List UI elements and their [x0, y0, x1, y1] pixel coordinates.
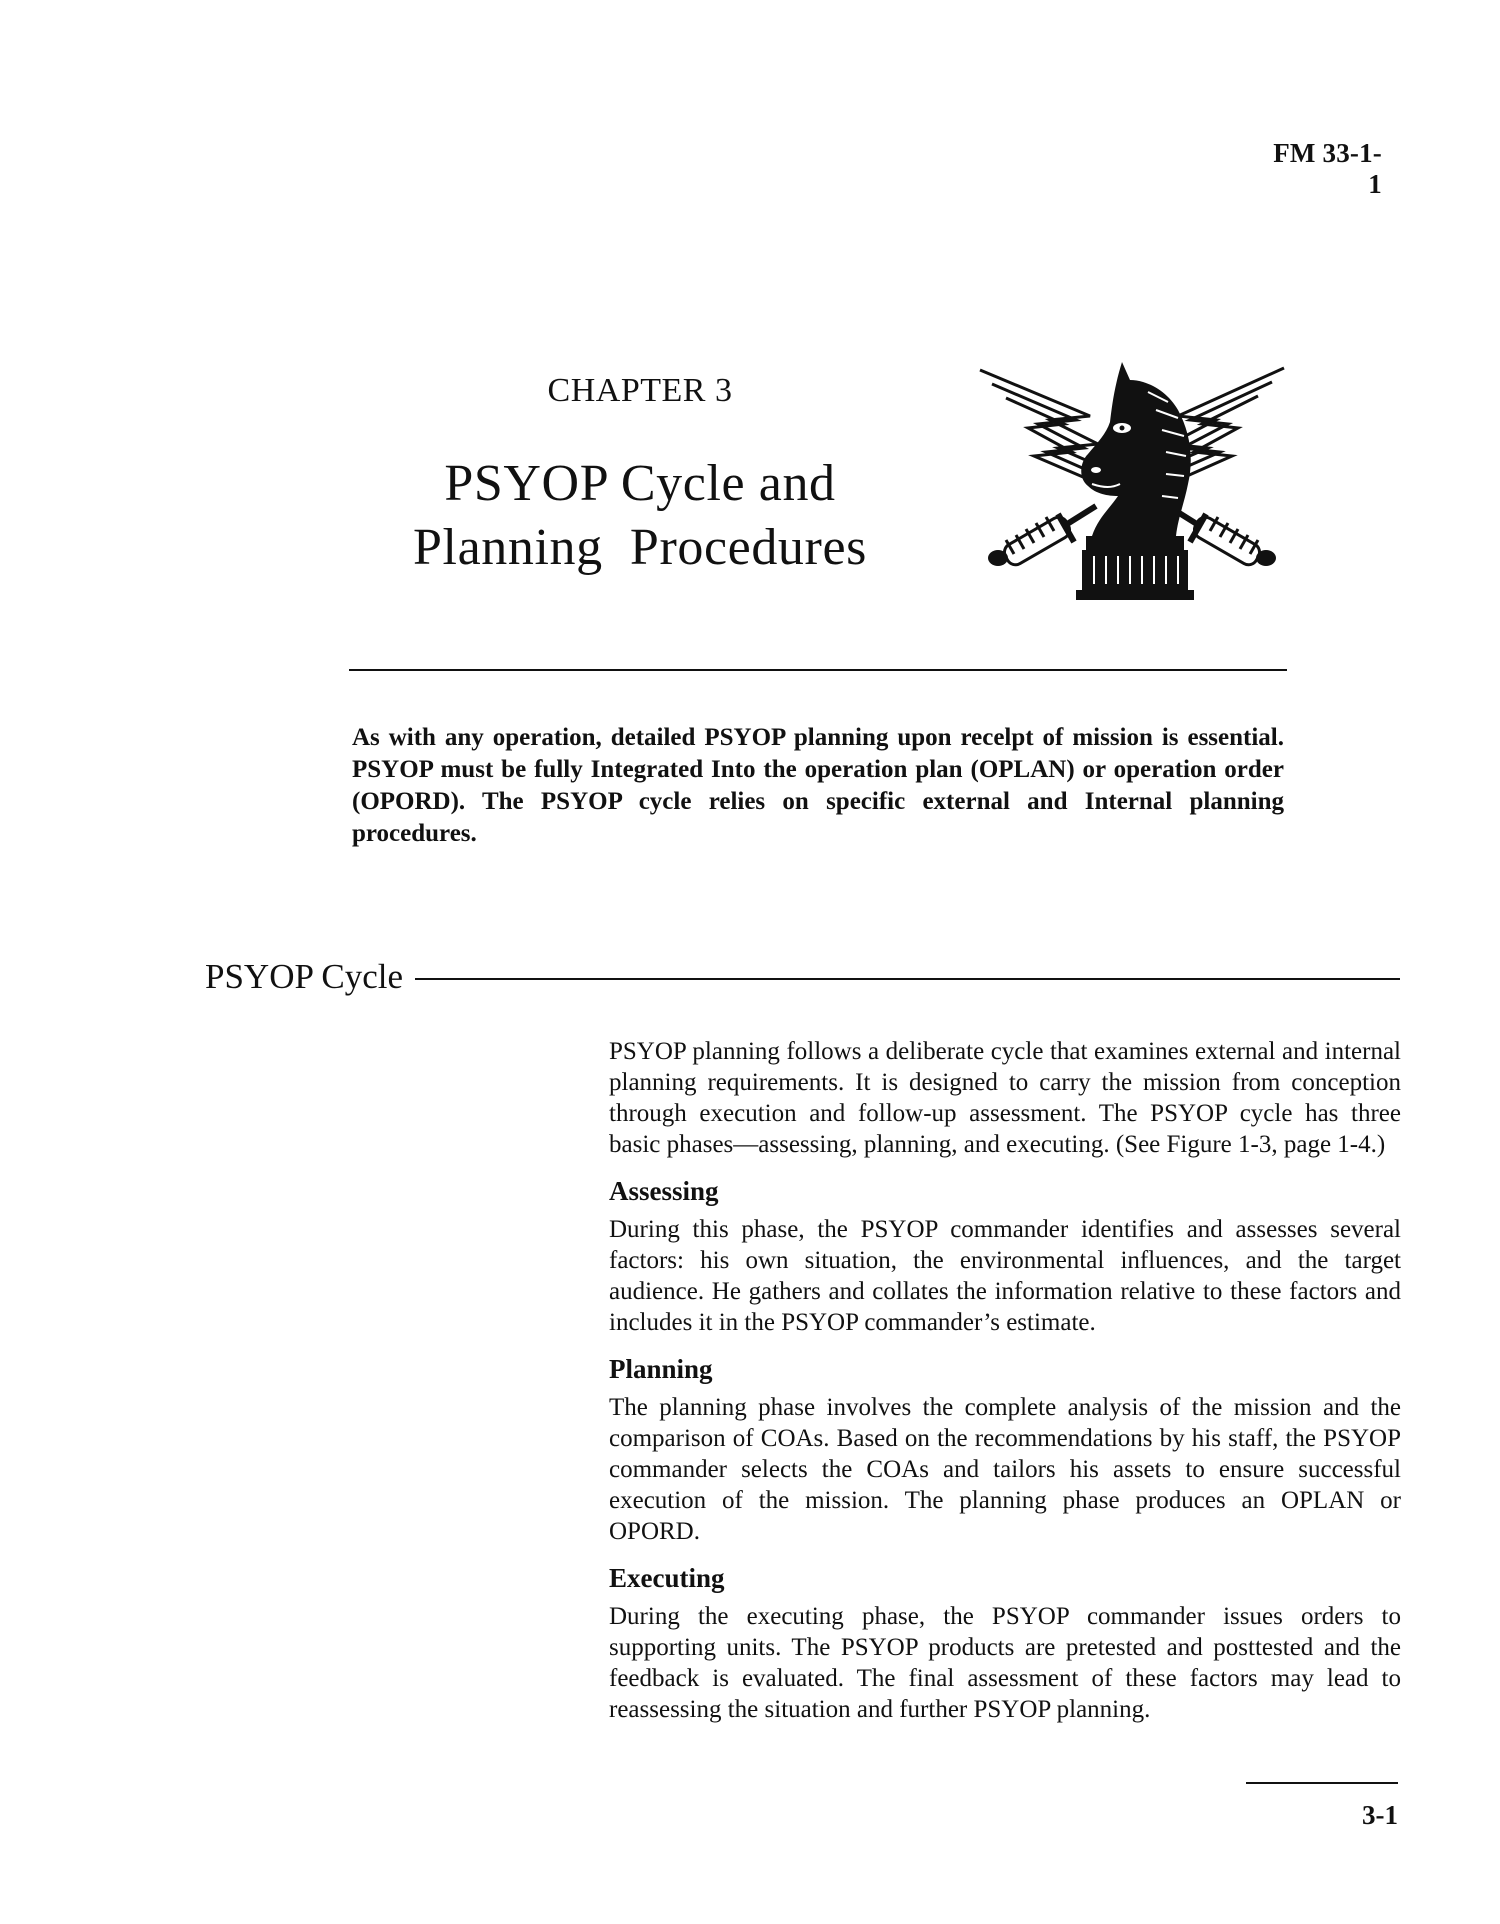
page-number: 3-1	[1362, 1800, 1398, 1830]
footer-divider	[1246, 1782, 1398, 1784]
section-heading	[205, 952, 1400, 1002]
chapter-label: CHAPTER 3	[547, 372, 733, 409]
subsection-heading-planning: Planning	[609, 1354, 713, 1384]
subsection-text-executing: During the executing phase, the PSYOP commander issues orders to supporting units. The PSYOP products are pretested and posttested and the feedback is evaluated. The final assessment of these factors may lead to reassessing the situation and further PSYOP planning.	[609, 1603, 1401, 1723]
section-title: PSYOP Cycle	[205, 957, 404, 996]
psyop-knight-emblem-icon	[972, 358, 1292, 608]
chapter-title	[380, 452, 900, 580]
section-divider	[415, 978, 1400, 980]
subsection-heading-assessing: Assessing	[609, 1176, 719, 1206]
title-divider	[349, 669, 1287, 671]
subsection-text-assessing: During this phase, the PSYOP commander identifies and assesses several factors: his own situation, the environmental influences, and the target audience. He gathers and collates the information relative to these factors and includes it in the PSYOP commander’s estimate.	[609, 1216, 1401, 1336]
section-lead-paragraph: PSYOP planning follows a deliberate cycle that examines external and internal planning requirements. It is designed to carry the mission from conception through execution and follow-up assessment. The PSYOP cycle has three basic phases—assessing, planning, and executing. (See Figure 1-3, page 1-4.)	[609, 1038, 1401, 1158]
subsection-text-planning: The planning phase involves the complete analysis of the mission and the comparison of COAs. Based on the recommendations by his staff, the PSYOP commander selects the COAs and tailors his assets to ensure successful execution of the mission. The planning phase produces an OPLAN or OPORD.	[609, 1394, 1401, 1545]
document-id: FM 33-1-1	[1273, 138, 1382, 199]
chapter-title-line-2: Planning Procedures	[413, 519, 867, 576]
section-body	[609, 1036, 1401, 1725]
subsection-heading-executing: Executing	[609, 1563, 725, 1593]
chapter-title-line-1: PSYOP Cycle and	[444, 455, 836, 512]
chapter-intro: As with any operation, detailed PSYOP planning upon recelpt of mission is essential. PSYOP must be fully Integrated Into the operation plan (OPLAN) or operation order (OPORD). The PSYOP cycle relies on specific external and Internal planning procedures.	[352, 724, 1284, 847]
